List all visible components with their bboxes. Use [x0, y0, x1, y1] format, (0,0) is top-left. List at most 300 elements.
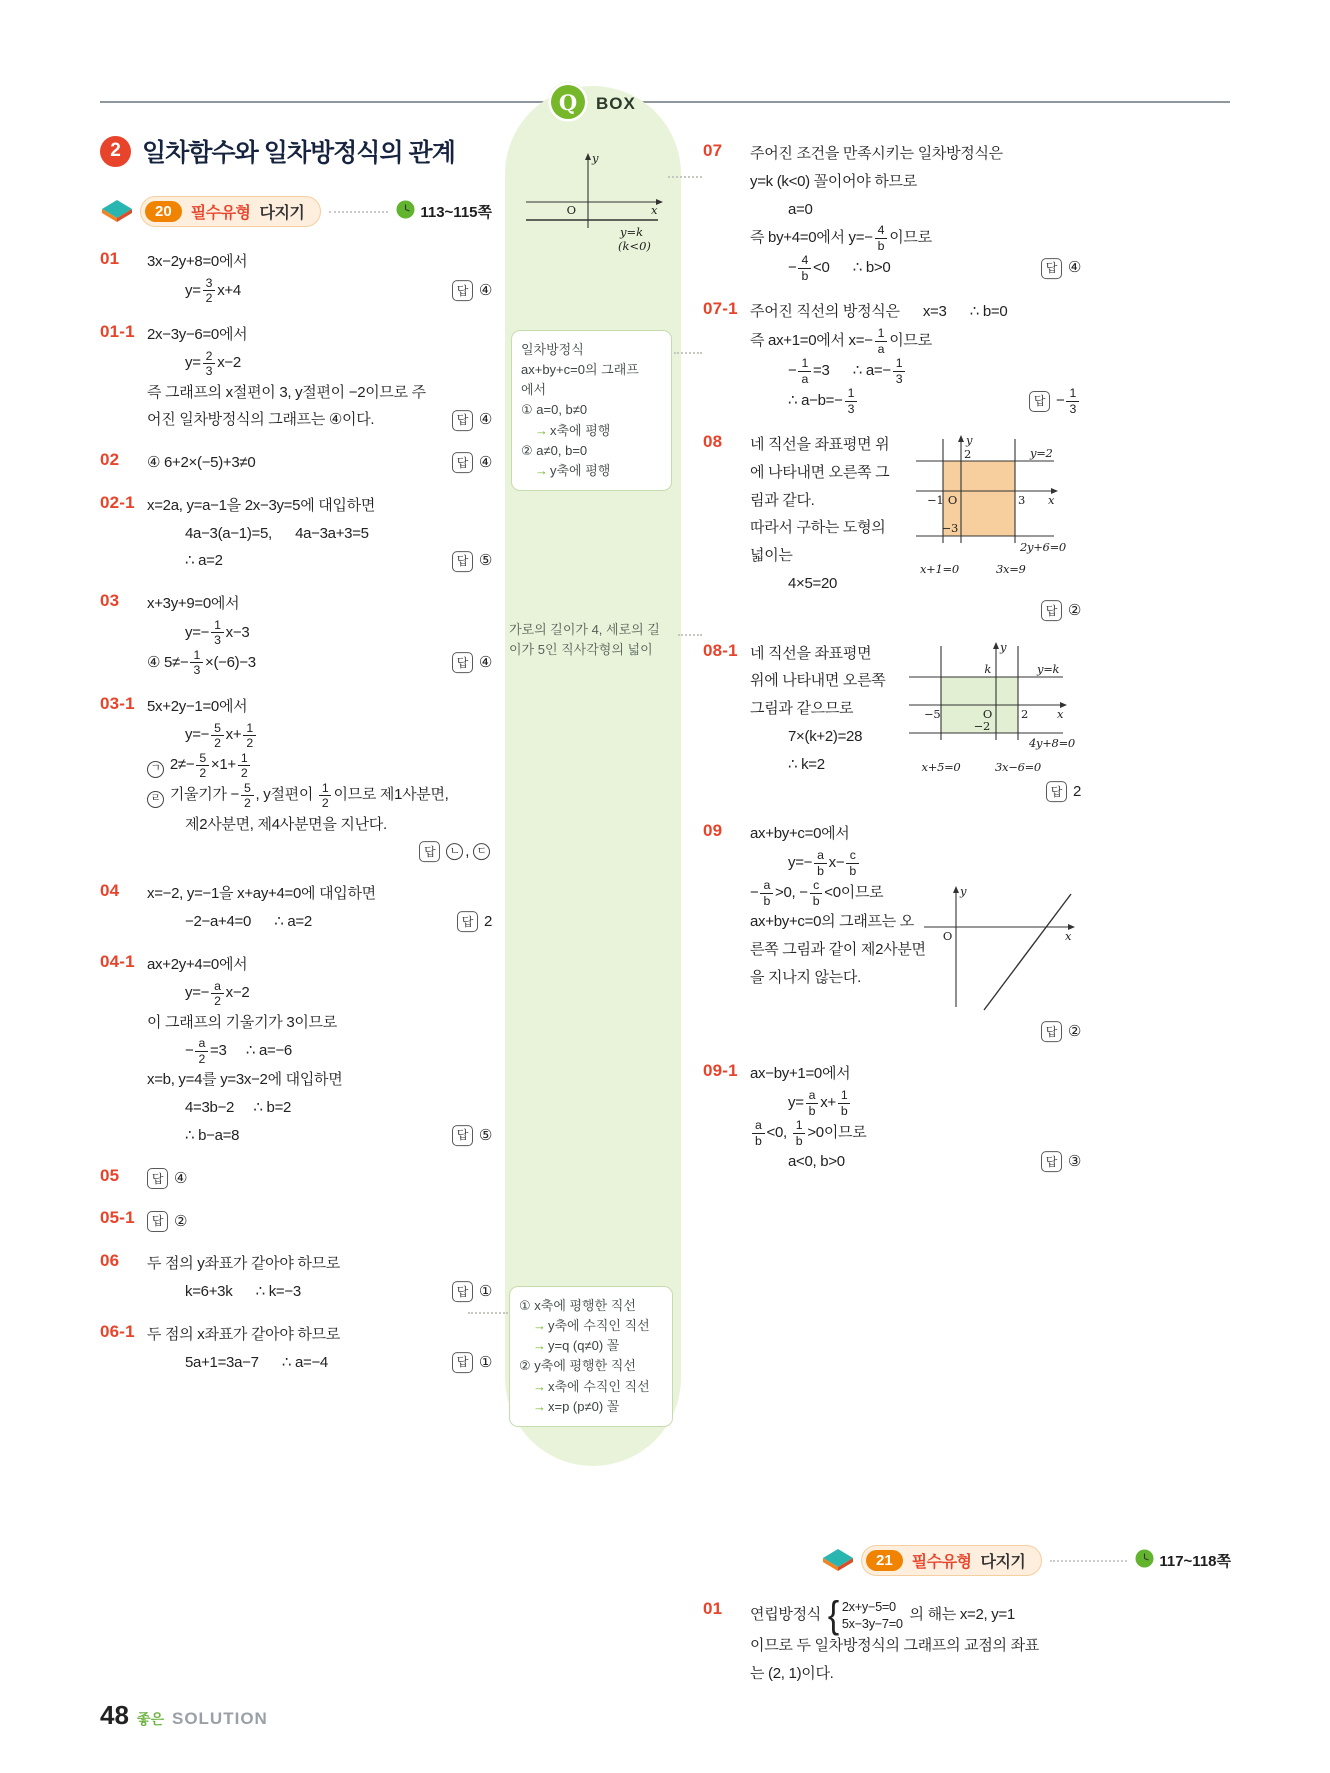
- qbox-note-parallel-lines: [509, 1286, 673, 1427]
- system-of-equations: { 2x+y−5=0 5x−3y−7=0: [827, 1593, 903, 1637]
- fraction: $\frac{1}{b}$: [838, 1088, 851, 1118]
- axis-label-x: x: [1065, 929, 1072, 944]
- solution-text: ∴ b−a=8: [185, 1126, 240, 1144]
- line-label: 3x−6=0: [995, 759, 1041, 774]
- note-line: → x축에 평행: [535, 422, 611, 438]
- fraction: $\frac{5}{2}$: [241, 781, 254, 811]
- answer-chip: [1041, 254, 1081, 282]
- solution-text: 이므로 두 일차방정식의 그래프의 교점의 좌표: [750, 1637, 1039, 1655]
- fraction: $\frac{1}{3}$: [190, 648, 203, 678]
- fraction: $\frac{5}{2}$: [196, 751, 209, 781]
- solution-body: [147, 693, 492, 866]
- qbox-graph: [514, 148, 672, 261]
- solution-body: [147, 590, 492, 678]
- fraction: $\frac{3}{2}$: [203, 276, 216, 306]
- note-line: 에서: [521, 382, 547, 398]
- section-pill: [140, 196, 321, 227]
- solution-line: [750, 848, 1081, 878]
- fraction: $\frac{2}{3}$: [203, 349, 216, 379]
- qbox-q-icon: Q: [548, 82, 588, 122]
- section-label-2: 다지기: [259, 205, 305, 222]
- answer-box-icon: 답: [1041, 258, 1062, 279]
- solution-line: [750, 386, 1081, 416]
- solution-text: ∴ a=2: [185, 552, 223, 570]
- answer-box-icon: 답: [452, 652, 473, 673]
- fraction: $\frac{1}{a}$: [798, 356, 811, 386]
- solution-text: y= $\frac{3}{2}$ x+4: [185, 275, 241, 306]
- solution-line: [147, 492, 492, 520]
- graph-y-equals-k: [514, 148, 672, 256]
- solution-text: 네 직선을 좌표평면: [750, 644, 872, 662]
- solution-line: [750, 820, 1081, 848]
- problem-05-1: [100, 1207, 492, 1235]
- solution-text: 이 그래프의 기울기가 3이므로: [147, 1013, 337, 1031]
- solution-line: [147, 1009, 492, 1037]
- section-label-1: 필수유형: [911, 1554, 972, 1571]
- solution-text: x=2a, y=a−1을 2x−3y=5에 대입하면: [147, 496, 376, 514]
- solution-line: [147, 721, 492, 751]
- answer-box-icon: 답: [1041, 601, 1062, 622]
- section-cube-icon: [100, 196, 134, 227]
- solution-line: [750, 936, 1081, 964]
- solution-text: ∴ k=2: [788, 755, 825, 773]
- problem-06-1: [100, 1321, 492, 1377]
- answer-value: ④: [478, 411, 492, 429]
- answer-chip: [1029, 386, 1081, 416]
- solution-text: 두 점의 y좌표가 같아야 하므로: [147, 1255, 340, 1273]
- fraction: $\frac{a}{b}$: [752, 1118, 765, 1148]
- answer-chip: [419, 838, 492, 866]
- answer-box-icon: 답: [147, 1168, 168, 1189]
- answer-chip: [452, 1122, 492, 1150]
- right-column: [703, 140, 1081, 1191]
- answer-value: 2: [483, 913, 492, 930]
- answer-box-icon: 답: [452, 410, 473, 431]
- arrow-icon: →: [533, 1338, 546, 1354]
- chapter-title-row: [100, 133, 455, 169]
- solution-line: [147, 618, 492, 648]
- solution-text: $\frac{a}{b}$ <0, $\frac{1}{b}$ >0이므로: [750, 1124, 866, 1141]
- qbox-note-linear-equation: [511, 330, 672, 491]
- brand-korean: 좋은: [136, 1711, 164, 1727]
- solution-line: [750, 1660, 1103, 1688]
- answer-chip: [147, 1165, 187, 1193]
- solution-body: [750, 1593, 1103, 1688]
- qbox-title: BOX: [596, 94, 636, 113]
- fraction: $\frac{1}{3}$: [893, 356, 906, 386]
- fraction: $\frac{1}{a}$: [875, 326, 888, 356]
- solution-text: 5x+2y−1=0에서: [147, 697, 248, 715]
- answer-value: ①: [478, 1283, 492, 1301]
- line-label: x+5=0: [921, 759, 961, 774]
- solution-line: [750, 570, 1081, 598]
- solution-body: [147, 1207, 492, 1235]
- solution-line: [750, 356, 1081, 386]
- solution-line: [750, 878, 1081, 908]
- note-line: → x축에 수직인 직선: [533, 1378, 650, 1394]
- solution-text: 림과 같다.: [750, 491, 815, 509]
- note-line: ② y축에 평행한 직선: [519, 1358, 636, 1374]
- answer-chip: [452, 406, 492, 434]
- problem-number: 07: [703, 141, 723, 160]
- axis-label-y: y: [592, 151, 599, 165]
- solution-body: [147, 321, 492, 434]
- solution-line: [147, 406, 492, 434]
- solution-line: [147, 1207, 492, 1235]
- line-label: x+1=0: [920, 562, 959, 576]
- dotted-connector: [678, 634, 702, 636]
- solution-text: − $\frac{a}{b}$ >0, − $\frac{c}{b}$ <0이므로: [750, 878, 884, 908]
- problem-09: [703, 820, 1081, 1045]
- solution-line: [750, 908, 1081, 936]
- answer-value: − $\frac{1}{3}$: [1056, 386, 1081, 416]
- note-line: 이가 5인 직사각형의 넓이: [509, 641, 653, 657]
- dotted-leader: [1050, 1560, 1127, 1562]
- solution-line: [750, 964, 1081, 992]
- solution-line: [750, 542, 1081, 570]
- solution-line: [147, 751, 492, 781]
- solution-line: [750, 1148, 1081, 1176]
- condition-label: (k<0): [618, 239, 651, 253]
- arrow-icon: →: [533, 1398, 546, 1414]
- solution-text: ax+2y+4=0에서: [147, 955, 248, 973]
- problem-05: [100, 1165, 492, 1193]
- clock-icon: [396, 200, 415, 224]
- solution-text: 두 점의 x좌표가 같아야 하므로: [147, 1325, 340, 1343]
- section-badge-21: [821, 1545, 1231, 1576]
- arrow-icon: →: [533, 1378, 546, 1394]
- origin-label: O: [982, 706, 992, 721]
- solution-text: 넓이는: [750, 547, 793, 564]
- solution-text: ax+by+c=0의 그래프는 오: [750, 913, 914, 930]
- answer-value: ①: [478, 1353, 492, 1371]
- tick-label: 2: [964, 447, 972, 461]
- note-line: ① a=0, b≠0: [521, 402, 588, 418]
- note-line: ax+by+c=0의 그래프: [521, 362, 639, 378]
- problem-number: 01: [100, 249, 120, 268]
- solution-line: [750, 723, 1081, 751]
- axis-label-y: y: [960, 884, 967, 899]
- solution-line: [147, 648, 492, 678]
- fraction: $\frac{c}{b}$: [846, 848, 859, 878]
- problem-number: 09-1: [703, 1061, 738, 1081]
- origin-label: O: [947, 493, 957, 507]
- solution-line: [750, 1060, 1081, 1088]
- top-rule: [100, 101, 1230, 103]
- solution-line: [750, 487, 1081, 515]
- page-footer: [100, 1700, 268, 1731]
- answer-box-icon: 답: [1041, 1021, 1062, 1042]
- dotted-connector: [668, 176, 702, 178]
- fraction: $\frac{1}{2}$: [319, 781, 332, 811]
- solution-text: 2x−3y−6=0에서: [147, 325, 248, 343]
- solution-text: 는 (2, 1)이다.: [750, 1665, 834, 1683]
- solution-line: [147, 1349, 492, 1377]
- line-label: y=2: [1030, 446, 1053, 460]
- problem-04: [100, 880, 492, 936]
- answer-chip: [452, 547, 492, 575]
- solution-body: [750, 140, 1081, 283]
- problem-06: [100, 1250, 492, 1306]
- brand-logo: SOLUTION: [171, 1709, 268, 1728]
- solution-line: [750, 298, 1081, 326]
- solution-line: [147, 379, 492, 407]
- problem-number: 03-1: [100, 693, 135, 713]
- problem-number: 06: [100, 1251, 120, 1271]
- answer-value: ④: [478, 454, 492, 471]
- problem-number: 09: [703, 821, 723, 841]
- problem-number: 02: [100, 450, 120, 469]
- answer-chip: [452, 449, 492, 477]
- answer-chip: [452, 1278, 492, 1306]
- tick-label: 3: [1018, 493, 1026, 507]
- line-label: 2y+6=0: [1020, 540, 1066, 554]
- tick-label: −1: [927, 493, 944, 507]
- solution-text: 5a+1=3a−7 ∴ a=−4: [185, 1353, 328, 1371]
- solution-text: 따라서 구하는 도형의: [750, 519, 886, 537]
- problem-01-1: [100, 321, 492, 434]
- solution-line: [750, 1018, 1081, 1045]
- solution-text: 3x−2y+8=0에서: [147, 253, 248, 270]
- arrow-icon: →: [535, 462, 548, 478]
- answer-value: ②: [1067, 1022, 1081, 1040]
- problem-09-1: [703, 1060, 1081, 1176]
- circled-letter: ㄴ: [446, 843, 463, 860]
- solution-line: [147, 1094, 492, 1122]
- solution-text: − $\frac{4}{b}$ <0 ∴ b>0: [788, 253, 891, 283]
- solution-text: y= $\frac{a}{b}$ x+ $\frac{1}{b}$: [788, 1094, 852, 1111]
- problem-01: [100, 248, 492, 306]
- note-line: → y축에 평행: [535, 462, 611, 478]
- line-label: y=k: [620, 225, 644, 239]
- solution-text: −2−a+4=0 ∴ a=2: [185, 913, 312, 930]
- solution-text: ∴ a−b=− $\frac{1}{3}$: [788, 392, 859, 409]
- solution-line: [750, 598, 1081, 625]
- section-label-1: 필수유형: [190, 205, 251, 222]
- problem-number: 01: [703, 1599, 723, 1618]
- solution-text: x=b, y=4를 y=3x−2에 대입하면: [147, 1071, 343, 1089]
- answer-box-icon: 답: [419, 841, 440, 862]
- problem-number: 08: [703, 432, 723, 451]
- solution-body: [750, 640, 1081, 806]
- solution-text: ax−by+1=0에서: [750, 1065, 851, 1083]
- solution-line: [750, 223, 1081, 253]
- answer-chip: [452, 277, 492, 305]
- solution-line: [147, 880, 492, 908]
- fraction: $\frac{c}{b}$: [810, 878, 823, 908]
- clock-icon: [1135, 1549, 1154, 1573]
- solution-text: ④ 5≠− $\frac{1}{3}$ ×(−6)−3: [147, 647, 256, 678]
- solution-line: [147, 321, 492, 349]
- solution-line: [750, 459, 1081, 487]
- axis-label-x: x: [1048, 493, 1055, 507]
- solution-line: [147, 248, 492, 276]
- dotted-connector: [674, 352, 702, 354]
- solution-text: 을 지나지 않는다.: [750, 968, 861, 986]
- solution-line: [147, 811, 492, 839]
- answer-chip: [1041, 597, 1081, 625]
- answer-value: ④: [478, 653, 492, 671]
- problem-07: [703, 140, 1081, 283]
- note-line: ① x축에 평행한 직선: [519, 1298, 636, 1313]
- fraction: $\frac{a}{2}$: [211, 979, 224, 1009]
- solution-text: ㄱ 2≠− $\frac{5}{2}$ ×1+ $\frac{1}{2}$: [147, 756, 252, 773]
- solution-text: 주어진 조건을 만족시키는 일차방정식은: [750, 145, 1003, 162]
- problem-number: 07-1: [703, 299, 738, 319]
- problem-number: 03: [100, 591, 120, 610]
- solution-text: 에 나타내면 오른쪽 그: [750, 463, 890, 481]
- problem-04-1: [100, 951, 492, 1150]
- solution-text: x=−2, y=−1을 x+ay+4=0에 대입하면: [147, 885, 376, 903]
- solution-text: y= $\frac{2}{3}$ x−2: [185, 348, 241, 378]
- solution-line: [147, 1278, 492, 1306]
- solution-line: [147, 1250, 492, 1278]
- answer-chip: [452, 1349, 492, 1377]
- solution-body: [147, 492, 492, 575]
- solution-text: 위에 나타내면 오른쪽: [750, 672, 886, 690]
- solution-text: ax+by+c=0에서: [750, 825, 850, 843]
- note-line: → x=p (p≠0) 꼴: [533, 1398, 620, 1414]
- qbox-band: [505, 86, 681, 1466]
- fraction: $\frac{a}{b}$: [806, 1088, 819, 1118]
- page-number: 48: [100, 1700, 129, 1730]
- answer-chip: [1041, 1018, 1081, 1046]
- fraction: $\frac{1}{b}$: [793, 1118, 806, 1148]
- solution-text: − $\frac{a}{2}$ =3 ∴ a=−6: [185, 1036, 292, 1066]
- problem-01: [703, 1593, 1103, 1688]
- solution-line: [750, 667, 1081, 695]
- tick-label: −3: [941, 521, 958, 535]
- solution-line: [147, 693, 492, 721]
- solution-line: [147, 349, 492, 379]
- note-line: 일차방정식: [521, 342, 584, 357]
- section-number: 21: [866, 1550, 903, 1571]
- solution-line: [750, 514, 1081, 542]
- circled-letter: ㄱ: [147, 761, 164, 778]
- solution-line: [147, 590, 492, 618]
- answer-value: ②: [174, 1212, 188, 1230]
- circled-letter: ㄹ: [147, 791, 164, 808]
- fraction: $\frac{1}{3}$: [845, 386, 858, 416]
- problem-number: 05-1: [100, 1208, 135, 1228]
- section-pill: [861, 1545, 1042, 1576]
- problem-08: [703, 431, 1081, 625]
- axis-label-y: y: [1000, 639, 1007, 654]
- answer-box-icon: 답: [452, 1352, 473, 1373]
- solution-body: [147, 1165, 492, 1193]
- line-label: y=k: [1037, 661, 1060, 676]
- axis-label-x: x: [651, 203, 658, 217]
- answer-chip: [1041, 1148, 1081, 1176]
- problem-02-1: [100, 492, 492, 575]
- note-line: → y축에 수직인 직선: [533, 1318, 650, 1334]
- answer-box-icon: 답: [452, 551, 473, 572]
- answer-value: ⑤: [478, 552, 492, 570]
- solution-line: [750, 431, 1081, 459]
- fraction: $\frac{1}{3}$: [211, 618, 224, 648]
- fraction: $\frac{5}{2}$: [211, 721, 224, 751]
- fraction: $\frac{1}{2}$: [238, 751, 251, 781]
- solution-text: x+3y+9=0에서: [147, 595, 240, 612]
- problem-number: 04-1: [100, 951, 135, 971]
- solution-body: [147, 248, 492, 306]
- section-number: 20: [145, 201, 182, 222]
- problem-number: 08-1: [703, 640, 738, 660]
- axis-label-x: x: [1057, 706, 1064, 721]
- solution-text: 즉 by+4=0에서 y=− $\frac{4}{b}$ 이므로: [750, 223, 932, 253]
- solution-line: [750, 640, 1081, 668]
- solution-text: 4=3b−2 ∴ b=2: [185, 1099, 292, 1116]
- solution-body: [147, 1250, 492, 1306]
- answer-value: ②: [1067, 602, 1081, 620]
- solution-line: [147, 1321, 492, 1349]
- problem-03-1: [100, 693, 492, 866]
- solution-text: 즉 ax+1=0에서 x=− $\frac{1}{a}$ 이므로: [750, 326, 932, 356]
- answer-box-icon: 답: [452, 1125, 473, 1146]
- problem-number: 02-1: [100, 492, 135, 512]
- solution-line: [147, 1066, 492, 1094]
- tick-label: −5: [924, 706, 941, 721]
- problem-07-1: [703, 298, 1081, 416]
- answer-value: 2: [1072, 782, 1081, 800]
- tick-label: −2: [973, 718, 990, 733]
- solution-line: [147, 838, 492, 865]
- solution-text: 4a−3(a−1)=5, 4a−3a+3=5: [185, 524, 369, 542]
- solution-line: [147, 1122, 492, 1150]
- answer-chip: [1046, 778, 1081, 806]
- origin-label: O: [942, 929, 952, 944]
- line-label: 4y+8=0: [1029, 735, 1075, 750]
- answer-value: ③: [1067, 1153, 1081, 1170]
- answer-value: ④: [1067, 259, 1081, 277]
- answer-chip: [457, 908, 492, 936]
- arrow-icon: →: [533, 1318, 546, 1334]
- solution-text: ㄹ 기울기가 − $\frac{5}{2}$ , y절편이 $\frac{1}{2}$ 이므로 제1사분면,: [147, 786, 449, 803]
- solution-line: [750, 1088, 1081, 1118]
- page-range: 113~115쪽: [420, 204, 492, 221]
- answer-value: ④: [478, 281, 492, 299]
- answer-box-icon: 답: [452, 452, 473, 473]
- solution-line: [750, 1118, 1081, 1148]
- solution-text: y=− $\frac{5}{2}$ x+ $\frac{1}{2}$: [185, 726, 258, 743]
- answer-box-icon: 답: [147, 1211, 168, 1232]
- fraction: $\frac{a}{b}$: [814, 848, 827, 878]
- solution-line: [147, 781, 492, 811]
- chapter-title: 일차함수와 일차방정식의 관계: [142, 139, 455, 167]
- solution-body: [147, 880, 492, 936]
- solution-line: [147, 276, 492, 306]
- solution-text: y=− $\frac{1}{3}$ x−3: [185, 617, 250, 648]
- answer-value: ㄴ , ㄷ: [446, 838, 492, 866]
- solution-line: [147, 520, 492, 548]
- tick-label: 2: [1021, 706, 1029, 721]
- solution-body: [750, 298, 1081, 416]
- solution-line: [147, 979, 492, 1009]
- solution-text: 그림과 같으므로: [750, 700, 854, 717]
- solution-line: [147, 1165, 492, 1193]
- answer-chip: [452, 649, 492, 677]
- problem-03: [100, 590, 492, 678]
- problem-number: 04: [100, 881, 120, 901]
- solution-body: [750, 431, 1081, 625]
- solution-line: [147, 951, 492, 979]
- solution-text: 네 직선을 좌표평면 위: [750, 436, 890, 453]
- solution-text: 4×5=20: [788, 574, 838, 592]
- solution-line: [750, 196, 1081, 224]
- fraction: $\frac{a}{b}$: [760, 878, 773, 908]
- problem-08-1: [703, 640, 1081, 806]
- origin-label: O: [566, 203, 576, 217]
